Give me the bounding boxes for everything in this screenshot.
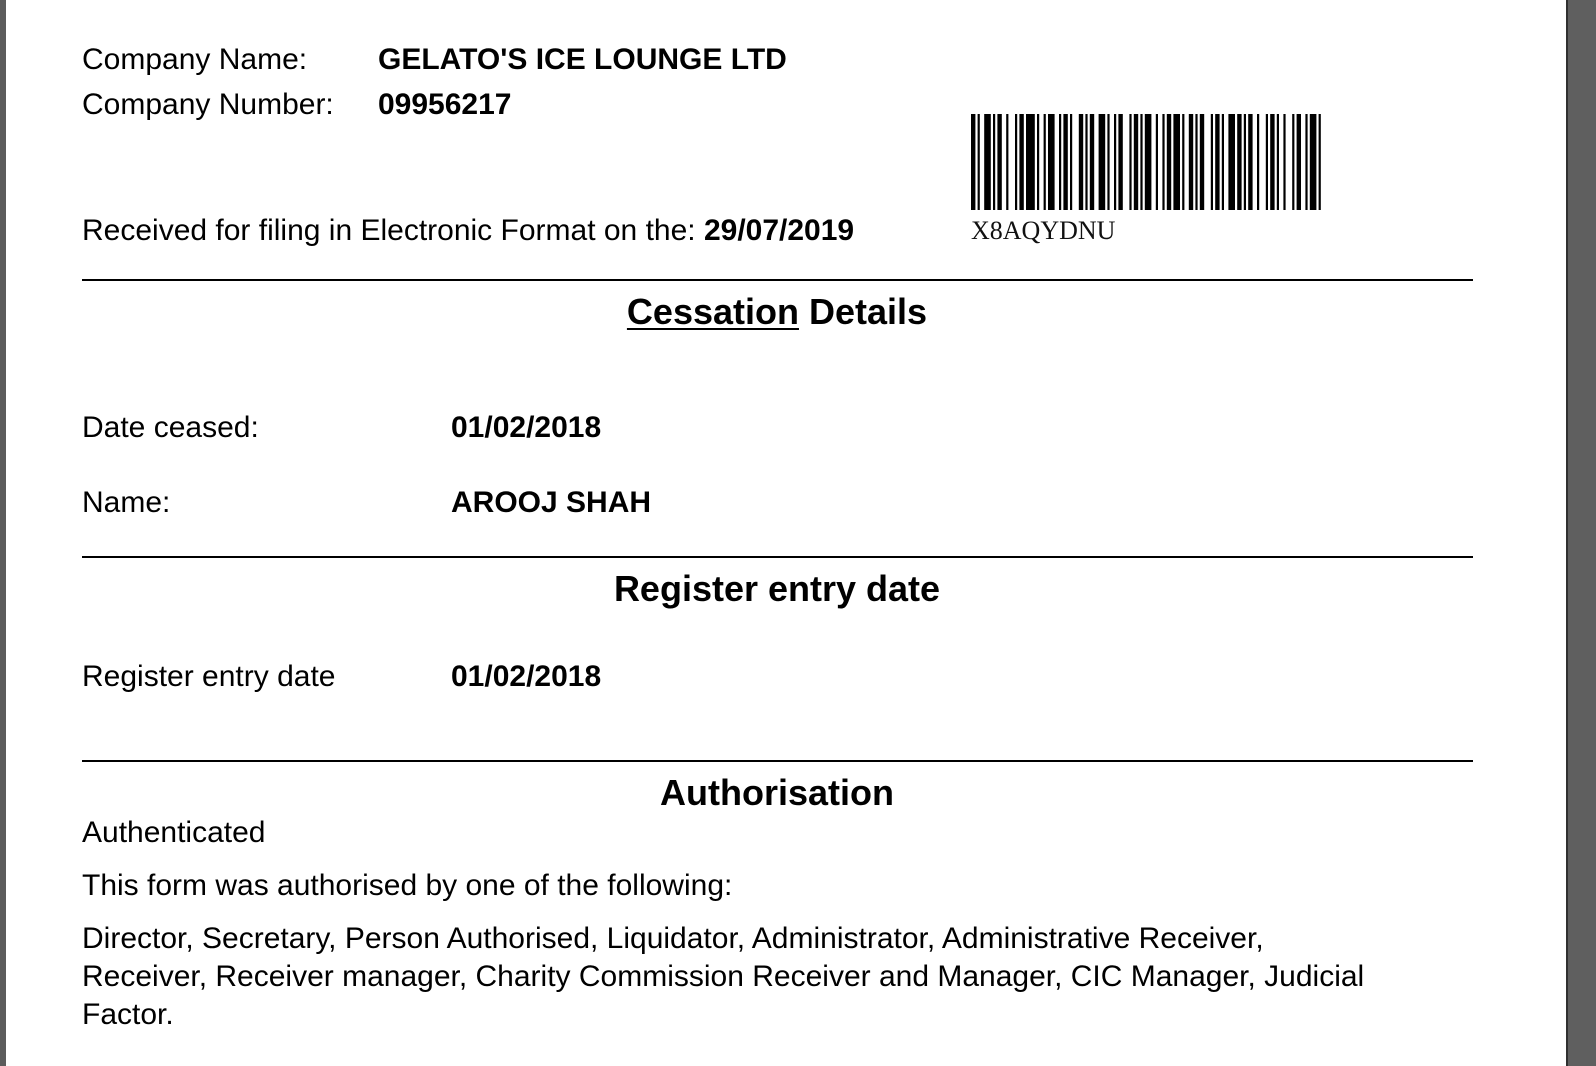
barcode-bar xyxy=(978,114,980,210)
barcode-bar xyxy=(1044,114,1046,210)
barcode-bar xyxy=(1189,114,1193,210)
barcode-bar xyxy=(1297,114,1301,210)
barcode-bar xyxy=(1222,114,1224,210)
barcode-bar xyxy=(1257,114,1259,210)
authentication-status: Authenticated xyxy=(82,816,266,849)
barcode-bar xyxy=(993,114,995,210)
barcode-bar xyxy=(1167,114,1171,210)
barcode-bar xyxy=(1195,114,1197,210)
barcode-bar xyxy=(1173,114,1180,210)
barcode-bar xyxy=(1162,114,1164,210)
company-number-value: 09956217 xyxy=(378,88,512,121)
barcode-bar xyxy=(971,114,975,210)
barcode-bar xyxy=(1310,114,1317,210)
barcode-bar xyxy=(1129,114,1131,210)
barcode-bar xyxy=(1140,114,1142,210)
barcode-bar xyxy=(1037,114,1039,210)
divider-3 xyxy=(82,760,1473,762)
authorisation-intro: This form was authorised by one of the following: xyxy=(82,869,733,902)
company-number-label: Company Number: xyxy=(82,88,334,121)
barcode-bar xyxy=(1006,114,1008,210)
barcode-bar xyxy=(1248,114,1252,210)
divider-1 xyxy=(82,279,1473,281)
name-label: Name: xyxy=(82,486,171,519)
barcode-image xyxy=(971,114,1459,210)
received-label: Received for filing in Electronic Format on the: xyxy=(82,214,696,247)
barcode-bar xyxy=(1266,114,1268,210)
barcode-bar xyxy=(1237,114,1241,210)
barcode-bar xyxy=(1134,114,1138,210)
barcode-bar xyxy=(1015,114,1017,210)
barcode-bar xyxy=(1099,114,1106,210)
barcode-bar xyxy=(1079,114,1083,210)
cessation-heading-underlined: Cessation xyxy=(626,291,799,332)
barcode-bar xyxy=(1292,114,1294,210)
register-entry-label: Register entry date xyxy=(82,660,336,693)
roles-line-2: Receiver, Receiver manager, Charity Commission Receiver and Manager, CIC Manager, Judicial xyxy=(82,960,1365,993)
barcode-bar xyxy=(1283,114,1285,210)
name-value: AROOJ SHAH xyxy=(451,486,652,519)
cessation-heading xyxy=(82,292,1472,332)
barcode-bar xyxy=(1090,114,1094,210)
viewer-right-edge xyxy=(1568,0,1596,1066)
barcode-bar xyxy=(1107,114,1109,210)
received-line xyxy=(82,214,854,248)
register-heading: Register entry date xyxy=(613,568,941,609)
barcode-bar xyxy=(1048,114,1055,210)
barcode-bar xyxy=(1305,114,1307,210)
barcode-bar xyxy=(1085,114,1087,210)
authorisation-roles xyxy=(82,920,1482,1034)
barcode-bar xyxy=(1182,114,1184,210)
barcode-bar xyxy=(1319,114,1321,210)
barcode-bar xyxy=(1070,114,1072,210)
register-entry-value: 01/02/2018 xyxy=(451,660,602,693)
barcode-bar xyxy=(1063,114,1067,210)
authorisation-heading: Authorisation xyxy=(660,772,894,813)
barcode-bar xyxy=(1026,114,1035,210)
date-ceased-label: Date ceased: xyxy=(82,411,259,444)
barcode-bar xyxy=(1156,114,1158,210)
barcode-bar xyxy=(984,114,991,210)
company-name-value: GELATO'S ICE LOUNGE LTD xyxy=(378,43,787,76)
barcode-bar xyxy=(1145,114,1152,210)
barcode-bar xyxy=(1270,114,1274,210)
barcode-bar xyxy=(1059,114,1061,210)
roles-line-1: Director, Secretary, Person Authorised, Liquidator, Administrator, Administrative Receiver, xyxy=(82,922,1264,955)
barcode-bar xyxy=(1019,114,1023,210)
received-date: 29/07/2019 xyxy=(703,214,855,247)
barcode-bar xyxy=(1277,114,1279,210)
company-name-label: Company Name: xyxy=(82,43,308,76)
barcode-bar xyxy=(1244,114,1246,210)
barcode-bar xyxy=(1228,114,1235,210)
barcode-bar xyxy=(1114,114,1116,210)
divider-2 xyxy=(82,556,1473,558)
date-ceased-value: 01/02/2018 xyxy=(451,411,602,444)
barcode-bar xyxy=(997,114,1001,210)
viewer-left-edge xyxy=(0,0,6,1066)
cessation-heading-rest: Details xyxy=(809,291,928,332)
barcode-bar xyxy=(1215,114,1219,210)
barcode-text: X8AQYDNU xyxy=(971,216,1116,245)
barcode-bar xyxy=(1200,114,1204,210)
barcode-bar xyxy=(1118,114,1122,210)
barcode-bar xyxy=(1211,114,1213,210)
roles-line-3: Factor. xyxy=(82,998,174,1031)
